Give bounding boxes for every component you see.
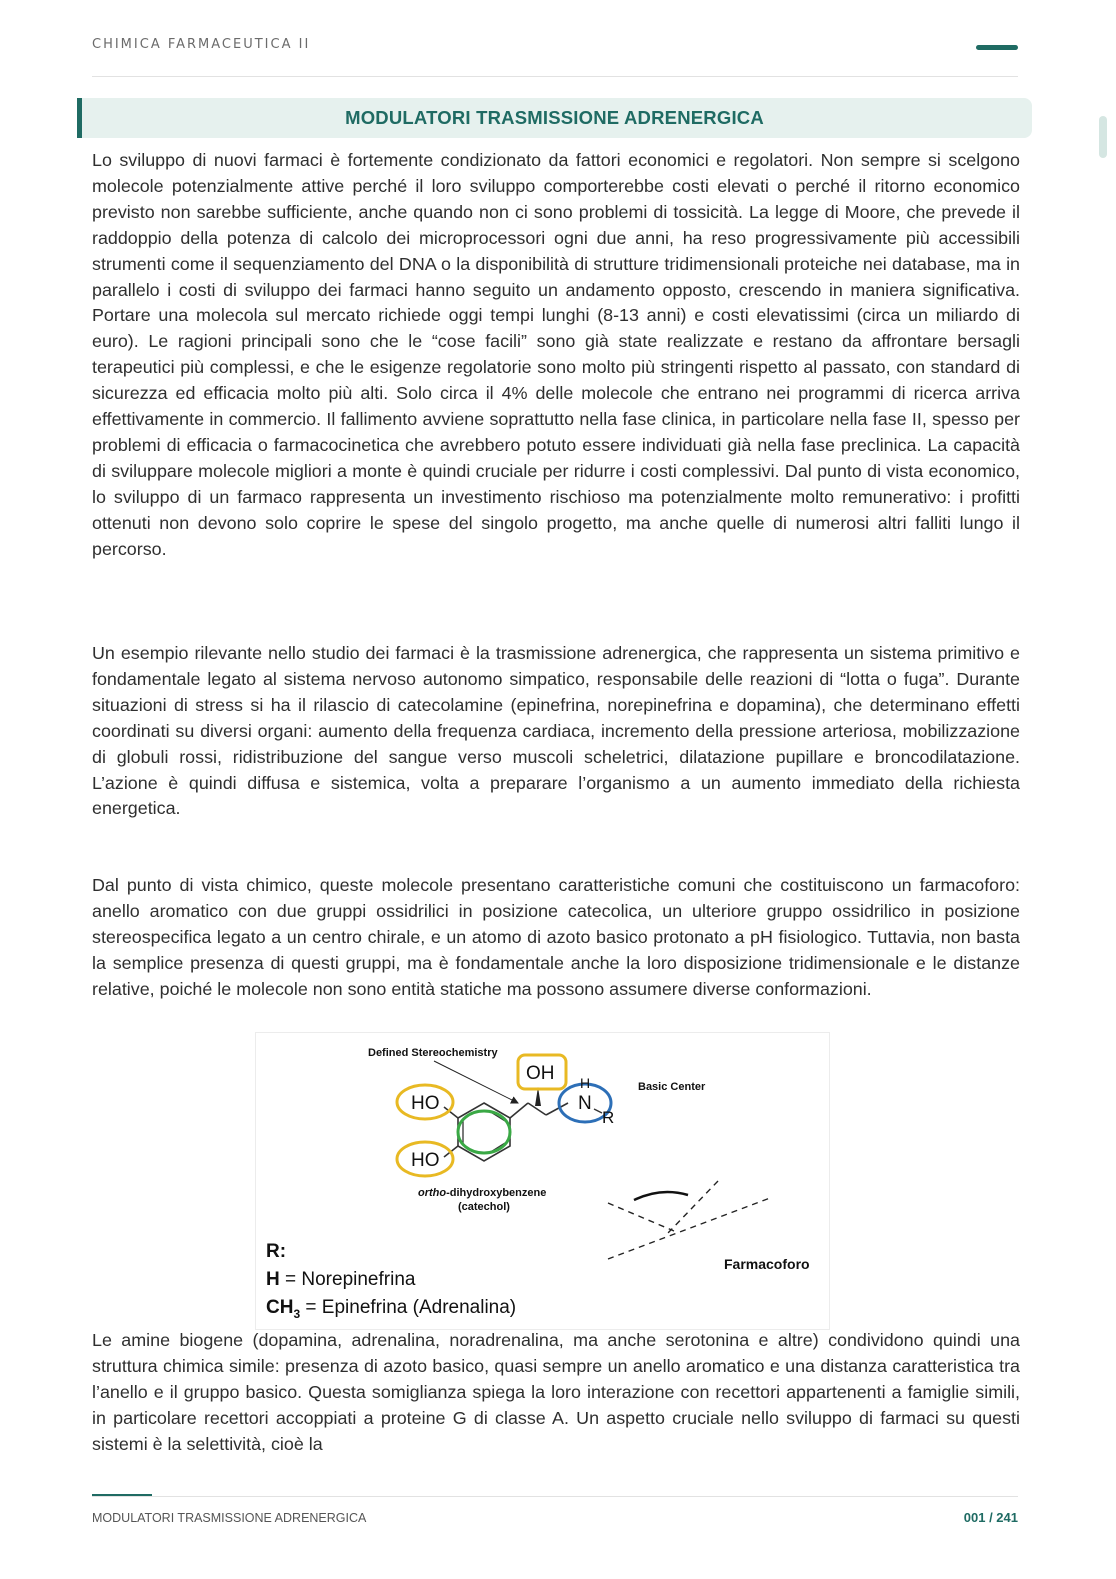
page-number: 001 / 241	[963, 1510, 1018, 1525]
ho-bottom-label: HO	[411, 1150, 440, 1171]
catechol-subcaption: (catechol)	[458, 1201, 510, 1213]
section-heading-banner	[77, 98, 1032, 138]
header-divider	[92, 76, 1018, 77]
basic-center-label: Basic Center	[638, 1081, 706, 1093]
ho-top-label: HO	[411, 1093, 440, 1114]
running-footer-section: MODULATORI TRASMISSIONE ADRENERGICA	[92, 1511, 367, 1525]
pharmacophore-label: Farmacoforo	[724, 1256, 810, 1272]
pharmacophore-arc	[634, 1192, 688, 1200]
scrollbar-thumb[interactable]	[1099, 116, 1107, 158]
oh-label: OH	[526, 1063, 555, 1084]
h-label: H	[580, 1075, 591, 1091]
footer-divider	[92, 1496, 1018, 1497]
stereochemistry-arrow	[434, 1061, 518, 1103]
paragraph-biogenic-amines: Le amine biogene (dopamina, adrenalina, noradrenalina, ma anche serotonina e altre) condividono quindi una struttura chimica simile: presenza di azoto basico, quasi sempre un anello aromatico e una distanza caratteristica tra l’anello e il gruppo basico. Questa somiglianza spiega la loro interazione con recettori appartenenti a famiglie simili, in particolare recettori accoppiati a proteine G di classe A. Un aspetto cruciale nello sviluppo di farmaci su questi sistemi è la selettività, cioè la	[92, 1330, 1020, 1454]
paragraph-pharmacophore: Dal punto di vista chimico, queste molecole presentano caratteristiche comuni che costituiscono un farmacoforo: anello aromatico con due gruppi ossidrilici in posizione catecolica, un ulteriore gruppo ossidrilico in posizione stereospecifica legato a un centro chirale, e un atomo di azoto basico protonato a pH fisiologico. Tuttavia, non basta la semplice presenza di questi gruppi, ma è fondamentale anche la loro disposizione tridimensionale e le distanze relative, poiché le molecole non sono entità statiche ma possono assumere diverse conformazioni.	[92, 875, 1020, 999]
pharmacophore-figure	[255, 1032, 830, 1330]
header-accent-bar	[976, 45, 1018, 50]
pharmacophore-dash-1	[608, 1203, 674, 1231]
running-header: CHIMICA FARMACEUTICA II	[92, 37, 311, 52]
paragraph-adrenergic-transmission: Un esempio rilevante nello studio dei farmaci è la trasmissione adrenergica, che rappresenta un sistema primitivo e fondamentale legato al sistema nervoso autonomo simpatico, responsabile delle reazioni di “lotta o fuga”. Durante situazioni di stress si ha il rilascio di catecolamine (epinefrina, norepinefrina e dopamina), che determinano effetti coordinati su diversi organi: aumento della frequenza cardiaca, incremento della pressione arteriosa, mobilizzazione di globuli rossi, ridistribuzione del sangue verso muscoli scheletrici, dilatazione pupillare e broncodilatazione. L’azione è quindi diffusa e sistemica, volta a preparare l’organismo a un aumento immediato della richiesta energetica.	[92, 643, 1020, 819]
aromatic-ring-highlight	[458, 1111, 510, 1153]
paragraph-drug-development-costs: Lo sviluppo di nuovi farmaci è fortemente condizionato da fattori economici e regolatori. Non sempre si scelgono molecole potenzialmente attive perché il loro sviluppo comporterebbe costi elevati o perché il ritorno economico previsto non sarebbe sufficiente, anche quando non ci sono problemi di tossicità. La legge di Moore, che prevede il raddoppio della potenza di calcolo dei microprocessori ogni due anni, ha reso progressivamente più accessibili strumenti come il sequenziamento del DNA o la disponibilità di strutture tridimensionali proteiche nei database, ma in parallelo i costi di sviluppo dei farmaci hanno seguito un andamento opposto, crescendo in maniera significativa. Portare una molecola sul mercato richiede oggi tempi lunghi (8-13 anni) e costi elevatissimi (circa un miliardo di euro). Le ragioni principali sono che le “cose facili” sono già state realizzate e restano da affrontare bersagli terapeutici più complessi, e che le esigenze regolatorie sono molto più stringenti rispetto al passato, con standard di sicurezza ed efficacia molto più alti. Solo circa il 4% delle molecole che entrano nei programmi di ricerca arriva effettivamente in commercio. Il fallimento avviene soprattutto nella fase clinica, in particolare nella fase II, spesso per problemi di efficacia o farmacocinetica che avrebbero potuto essere individuati già nella fase preclinica. La capacità di sviluppare molecole migliori a monte è quindi cruciale per ridurre i costi complessivi. Dal punto di vista economico, lo sviluppo di un farmaco rappresenta un investimento rischioso ma potenzialmente molto remunerativo: i profitti ottenuti non devono solo coprire le spese del singolo progetto, ma anche quelle di numerosi altri falliti lungo il percorso.	[92, 150, 1020, 559]
catechol-caption: ortho-dihydroxybenzene	[418, 1187, 547, 1199]
n-label: N	[578, 1093, 592, 1114]
catecholamine-structure-diagram	[256, 1033, 829, 1329]
section-heading: MODULATORI TRASMISSIONE ADRENERGICA	[345, 107, 764, 128]
legend-r-heading: R:	[266, 1241, 287, 1262]
defined-stereochemistry-label: Defined Stereochemistry	[368, 1047, 498, 1059]
pharmacophore-dash-2	[668, 1181, 718, 1233]
pharmacophore-dash-3	[608, 1198, 770, 1259]
legend-epinephrine: $CH_3$ = Epinefrina (Adrenalina)	[266, 1297, 517, 1321]
r-substituent-label: R	[602, 1108, 615, 1127]
legend-norepinephrine: H = Norepinefrina	[266, 1269, 416, 1290]
